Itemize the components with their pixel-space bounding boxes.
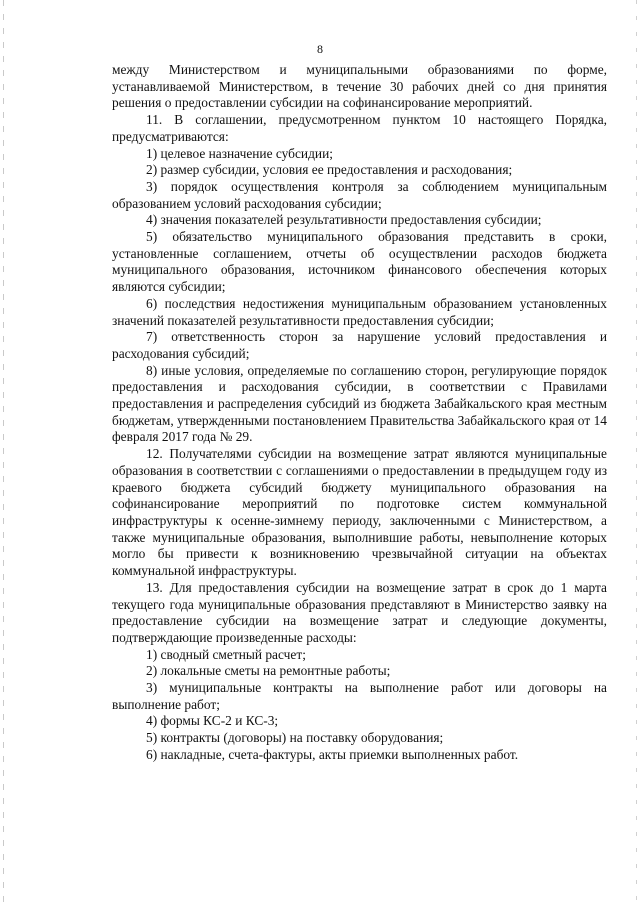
list-item: 8) иные условия, определяемые по соглашению сторон, регулирующие порядок предоставления и расходования субсидии, в соответствии с Правилами предоставления и распределения субсидий из бюджета Забайкальского края местным бюджетам, утвержденными постановлением Правительства Забайкальского края от 14 февраля 2017 года № 29.	[112, 362, 607, 445]
document-body	[112, 62, 607, 764]
list-item: 3) муниципальные контракты на выполнение работ или договоры на выполнение работ;	[112, 680, 607, 712]
list-item: 4) формы КС-2 и КС-3;	[146, 713, 279, 729]
list-item: 2) размер субсидии, условия ее предоставления и расходования;	[146, 162, 513, 178]
list-item: 1) сводный сметный расчет;	[146, 646, 306, 662]
list-item: 3) порядок осуществления контроля за соблюдением муниципальным образованием условий расходования субсидии;	[112, 178, 607, 211]
list-item: 7) ответственность сторон за нарушение условий предоставления и расходования субсидий;	[112, 329, 607, 361]
paragraph-item-11: 11. В соглашении, предусмотренном пунктом 10 настоящего Порядка, предусматриваются:	[112, 112, 607, 144]
paragraph-item-12: 12. Получателями субсидии на возмещение затрат являются муниципальные образования в соответствии с соглашениями о предоставлении в предыдущем году из краевого бюджета субсидий бюджету муниципального образования на софинансирование мероприятий по подготовке систем коммунальной инфраструктуры к осенне-зимнему периоду, заключенными с Министерством, а также муниципальные образования, выполнившие работы, невыполнение которых могло бы привести к возникновению чрезвычайной ситуации на объектах коммунальной инфраструктуры.	[112, 446, 607, 579]
paragraph-continuation: между Министерством и муниципальными образованиями по форме, устанавливаемой Министерством, в течение 30 рабочих дней со дня принятия решения о предоставлении субсидии на софинансирование мероприятий.	[112, 62, 607, 111]
scan-edge-left	[3, 0, 4, 905]
list-item: 5) контракты (договоры) на поставку оборудования;	[146, 730, 444, 746]
list-item: 6) последствия недостижения муниципальным образованием установленных значений показателей результативности предоставления субсидии;	[112, 295, 607, 328]
page-number: 8	[317, 42, 323, 56]
list-item: 2) локальные сметы на ремонтные работы;	[146, 663, 391, 679]
list-item: 6) накладные, счета-фактуры, акты приемки выполненных работ.	[146, 746, 519, 762]
list-item: 5) обязательство муниципального образования представить в сроки, установленные соглашением, отчеты об осуществлении расходов бюджета муниципального образования, источником финансового обеспечения которых являются субсидии;	[112, 229, 607, 295]
scan-edge-right	[636, 0, 637, 905]
list-item: 4) значения показателей результативности предоставления субсидии;	[146, 212, 542, 228]
list-item: 1) целевое назначение субсидии;	[146, 145, 333, 161]
paragraph-item-13: 13. Для предоставления субсидии на возмещение затрат в срок до 1 марта текущего года муниципальные образования представляют в Министерство заявку на предоставление субсидии на возмещение затрат и следующие документы, подтверждающие произведенные расходы:	[112, 579, 607, 645]
